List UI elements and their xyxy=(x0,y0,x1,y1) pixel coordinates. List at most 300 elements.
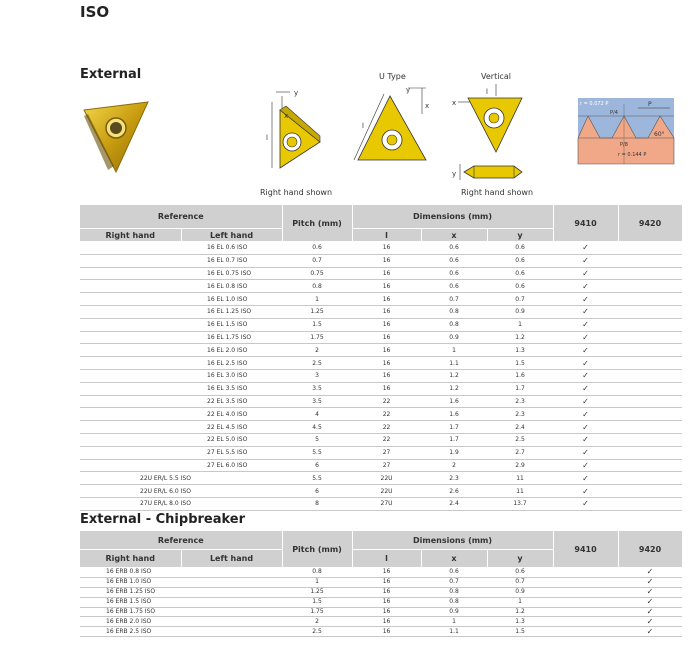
right-hand-cell xyxy=(80,459,181,472)
section-title-external: External xyxy=(80,67,142,82)
profile-p8-label: P/8 xyxy=(620,142,628,148)
cb-header-pitch: Pitch (mm) xyxy=(282,531,352,568)
y-cell: 2.4 xyxy=(487,421,553,434)
y-cell: 2.9 xyxy=(487,459,553,472)
left-hand-cell xyxy=(181,627,282,637)
pitch-cell: 3.5 xyxy=(282,395,352,408)
x-cell: 0.6 xyxy=(421,242,487,255)
l-cell: 16 xyxy=(352,369,421,382)
pitch-cell: 5 xyxy=(282,433,352,446)
left-hand-cell: 22 EL 3.5 ISO xyxy=(181,395,282,408)
left-hand-cell xyxy=(181,617,282,627)
right-hand-cell xyxy=(80,254,181,267)
table-row xyxy=(80,305,682,318)
section-title-chipbreaker: External - Chipbreaker xyxy=(80,512,246,527)
x-cell: 1 xyxy=(421,344,487,357)
grade-9410-check: ✓ xyxy=(553,305,618,318)
l-cell: 16 xyxy=(352,280,421,293)
insert-drawing-right-hand xyxy=(262,88,334,180)
page-title: ISO xyxy=(80,3,110,21)
left-hand-cell: 27 EL 5.5 ISO xyxy=(181,446,282,459)
x-cell: 2.4 xyxy=(421,497,487,510)
table-row xyxy=(80,382,682,395)
grade-9420-check xyxy=(618,459,682,472)
grade-9420-check xyxy=(618,497,682,510)
l-cell: 16 xyxy=(352,254,421,267)
right-hand-cell xyxy=(80,318,181,331)
l-cell: 16 xyxy=(352,607,421,617)
vertical-caption: Vertical xyxy=(481,72,511,81)
left-hand-cell: 16 EL 3.0 ISO xyxy=(181,369,282,382)
y-cell: 0.9 xyxy=(487,587,553,597)
l-cell: 16 xyxy=(352,305,421,318)
grade-9410-check xyxy=(553,568,618,578)
y-cell: 1.5 xyxy=(487,357,553,370)
grade-9410-check: ✓ xyxy=(553,446,618,459)
table-row xyxy=(80,577,682,587)
grade-9420-check xyxy=(618,331,682,344)
x-cell: 0.8 xyxy=(421,587,487,597)
x-cell: 1.6 xyxy=(421,395,487,408)
left-hand-cell: 22 EL 4.5 ISO xyxy=(181,421,282,434)
pitch-cell: 8 xyxy=(282,497,352,510)
y-cell: 1.6 xyxy=(487,369,553,382)
table-row xyxy=(80,459,682,472)
grade-9410-check: ✓ xyxy=(553,344,618,357)
u-type-caption: U Type xyxy=(379,72,406,81)
profile-angle-label: 60° xyxy=(654,131,665,138)
cb-header-y: y xyxy=(487,550,553,568)
grade-9420-check xyxy=(618,395,682,408)
insert-drawing-u-type xyxy=(350,80,434,170)
cb-header-x: x xyxy=(421,550,487,568)
cb-header-left-hand: Left hand xyxy=(181,550,282,568)
grade-9410-check: ✓ xyxy=(553,497,618,510)
left-hand-cell: 16 EL 3.5 ISO xyxy=(181,382,282,395)
x-cell: 1.2 xyxy=(421,369,487,382)
grade-9420-check: ✓ xyxy=(618,597,682,607)
grade-9420-check xyxy=(618,382,682,395)
y-cell: 11 xyxy=(487,472,553,485)
table-row xyxy=(80,280,682,293)
x-cell: 0.7 xyxy=(421,577,487,587)
dim-x-label: x xyxy=(284,112,289,120)
left-hand-cell xyxy=(181,607,282,617)
right-hand-cell xyxy=(80,331,181,344)
table-row xyxy=(80,318,682,331)
insert-photo xyxy=(78,96,158,176)
profile-r2-label: r = 0.144 P xyxy=(618,152,647,158)
grade-9420-check xyxy=(618,357,682,370)
x-cell: 0.6 xyxy=(421,267,487,280)
grade-9420-check: ✓ xyxy=(618,577,682,587)
left-hand-cell xyxy=(181,568,282,578)
right-hand-cell: 16 ERB 1.75 ISO xyxy=(80,607,181,617)
header-dimensions: Dimensions (mm) xyxy=(352,205,553,229)
l-cell: 22 xyxy=(352,395,421,408)
right-hand-cell: 16 ERB 1.25 ISO xyxy=(80,587,181,597)
right-hand-cell: 22U ER/L 6.0 ISO xyxy=(80,485,181,498)
pitch-cell: 1.5 xyxy=(282,318,352,331)
right-hand-shown-caption-2: Right hand shown xyxy=(461,188,534,197)
pitch-cell: 2 xyxy=(282,344,352,357)
y-cell: 0.7 xyxy=(487,577,553,587)
cb-header-reference: Reference xyxy=(80,531,282,550)
grade-9420-check xyxy=(618,433,682,446)
right-hand-cell xyxy=(80,267,181,280)
l-cell: 16 xyxy=(352,587,421,597)
table-row xyxy=(80,293,682,306)
left-hand-cell: 16 EL 0.7 ISO xyxy=(181,254,282,267)
grade-9410-check: ✓ xyxy=(553,408,618,421)
y-cell: 2.3 xyxy=(487,408,553,421)
table-row xyxy=(80,472,682,485)
l-cell: 16 xyxy=(352,267,421,280)
l-cell: 16 xyxy=(352,617,421,627)
pitch-cell: 0.8 xyxy=(282,280,352,293)
x-cell: 1.7 xyxy=(421,433,487,446)
table-row xyxy=(80,446,682,459)
y-cell: 1.7 xyxy=(487,382,553,395)
y-cell: 2.7 xyxy=(487,446,553,459)
grade-9410-check: ✓ xyxy=(553,318,618,331)
pitch-cell: 0.7 xyxy=(282,254,352,267)
grade-9420-check: ✓ xyxy=(618,617,682,627)
grade-9420-check xyxy=(618,485,682,498)
grade-9410-check: ✓ xyxy=(553,395,618,408)
pitch-cell: 1.5 xyxy=(282,597,352,607)
cb-header-right-hand: Right hand xyxy=(80,550,181,568)
left-hand-cell xyxy=(181,472,282,485)
thread-profile-diagram xyxy=(578,98,674,164)
x-cell: 1.1 xyxy=(421,357,487,370)
y-cell: 1.3 xyxy=(487,617,553,627)
l-cell: 16 xyxy=(352,577,421,587)
grade-9410-check: ✓ xyxy=(553,433,618,446)
pitch-cell: 2.5 xyxy=(282,627,352,637)
table-row xyxy=(80,617,682,627)
profile-p4-label: P/4 xyxy=(610,110,618,116)
l-cell: 16 xyxy=(352,597,421,607)
x-cell: 0.6 xyxy=(421,280,487,293)
dim-y-label-v: y xyxy=(452,170,457,178)
table-row xyxy=(80,627,682,637)
x-cell: 0.9 xyxy=(421,331,487,344)
pitch-cell: 1 xyxy=(282,293,352,306)
table-row xyxy=(80,369,682,382)
grade-9410-check: ✓ xyxy=(553,421,618,434)
grade-9420-check xyxy=(618,254,682,267)
l-cell: 22 xyxy=(352,408,421,421)
l-cell: 16 xyxy=(352,382,421,395)
grade-9410-check xyxy=(553,597,618,607)
right-hand-cell: 27U ER/L 8.0 ISO xyxy=(80,497,181,510)
l-cell: 16 xyxy=(352,627,421,637)
x-cell: 0.8 xyxy=(421,305,487,318)
right-hand-cell xyxy=(80,242,181,255)
pitch-cell: 6 xyxy=(282,485,352,498)
grade-9420-check xyxy=(618,267,682,280)
y-cell: 0.6 xyxy=(487,568,553,578)
pitch-cell: 1.75 xyxy=(282,331,352,344)
right-hand-cell: 16 ERB 1.0 ISO xyxy=(80,577,181,587)
cb-header-grade-9410: 9410 xyxy=(553,531,618,568)
x-cell: 1.7 xyxy=(421,421,487,434)
grade-9410-check xyxy=(553,587,618,597)
cb-header-dimensions: Dimensions (mm) xyxy=(352,531,553,550)
grade-9410-check: ✓ xyxy=(553,472,618,485)
left-hand-cell: 16 EL 0.8 ISO xyxy=(181,280,282,293)
grade-9420-check xyxy=(618,344,682,357)
pitch-cell: 1.75 xyxy=(282,607,352,617)
y-cell: 0.6 xyxy=(487,242,553,255)
x-cell: 2 xyxy=(421,459,487,472)
y-cell: 1 xyxy=(487,318,553,331)
chipbreaker-table xyxy=(80,531,683,637)
dim-y-label: y xyxy=(294,89,299,97)
grade-9410-check: ✓ xyxy=(553,382,618,395)
left-hand-cell: 16 EL 1.0 ISO xyxy=(181,293,282,306)
left-hand-cell xyxy=(181,597,282,607)
right-hand-cell: 22U ER/L 5.5 ISO xyxy=(80,472,181,485)
header-pitch: Pitch (mm) xyxy=(282,205,352,242)
pitch-cell: 5.5 xyxy=(282,446,352,459)
left-hand-cell xyxy=(181,587,282,597)
right-hand-cell xyxy=(80,446,181,459)
grade-9420-check xyxy=(618,446,682,459)
x-cell: 1.9 xyxy=(421,446,487,459)
right-hand-shown-caption-1: Right hand shown xyxy=(260,188,333,197)
grade-9420-check: ✓ xyxy=(618,607,682,617)
pitch-cell: 2 xyxy=(282,617,352,627)
left-hand-cell: 16 EL 0.6 ISO xyxy=(181,242,282,255)
grade-9420-check xyxy=(618,293,682,306)
insert-drawing-vertical xyxy=(450,82,534,186)
grade-9410-check: ✓ xyxy=(553,331,618,344)
grade-9420-check xyxy=(618,369,682,382)
x-cell: 0.9 xyxy=(421,607,487,617)
x-cell: 0.6 xyxy=(421,254,487,267)
table-row xyxy=(80,267,682,280)
grade-9420-check: ✓ xyxy=(618,568,682,578)
grade-9420-check xyxy=(618,305,682,318)
x-cell: 0.8 xyxy=(421,597,487,607)
header-right-hand: Right hand xyxy=(80,229,181,242)
dim-x-label-v: x xyxy=(452,99,457,107)
pitch-cell: 4 xyxy=(282,408,352,421)
table-row xyxy=(80,433,682,446)
table-row xyxy=(80,568,682,578)
dim-y-label-u: y xyxy=(406,86,411,94)
y-cell: 1.5 xyxy=(487,627,553,637)
l-cell: 27 xyxy=(352,446,421,459)
grade-9410-check: ✓ xyxy=(553,369,618,382)
pitch-cell: 0.6 xyxy=(282,242,352,255)
y-cell: 0.9 xyxy=(487,305,553,318)
pitch-cell: 0.75 xyxy=(282,267,352,280)
right-hand-cell: 16 ERB 2.0 ISO xyxy=(80,617,181,627)
y-cell: 1.2 xyxy=(487,331,553,344)
x-cell: 1.2 xyxy=(421,382,487,395)
pitch-cell: 1.25 xyxy=(282,305,352,318)
table-row xyxy=(80,497,682,510)
right-hand-cell xyxy=(80,293,181,306)
l-cell: 22 xyxy=(352,421,421,434)
x-cell: 1.1 xyxy=(421,627,487,637)
grade-9410-check xyxy=(553,607,618,617)
left-hand-cell: 16 EL 0.75 ISO xyxy=(181,267,282,280)
table-row xyxy=(80,344,682,357)
grade-9420-check xyxy=(618,408,682,421)
right-hand-cell xyxy=(80,421,181,434)
pitch-cell: 1 xyxy=(282,577,352,587)
pitch-cell: 1.25 xyxy=(282,587,352,597)
dim-l-label: l xyxy=(266,134,268,142)
left-hand-cell xyxy=(181,577,282,587)
pitch-cell: 5.5 xyxy=(282,472,352,485)
left-hand-cell: 22 EL 4.0 ISO xyxy=(181,408,282,421)
grade-9410-check xyxy=(553,617,618,627)
grade-9410-check: ✓ xyxy=(553,485,618,498)
profile-p-label: P xyxy=(648,101,652,108)
left-hand-cell: 16 EL 2.0 ISO xyxy=(181,344,282,357)
y-cell: 0.6 xyxy=(487,254,553,267)
x-cell: 2.6 xyxy=(421,485,487,498)
left-hand-cell: 16 EL 1.75 ISO xyxy=(181,331,282,344)
external-table xyxy=(80,205,683,511)
grade-9420-check xyxy=(618,280,682,293)
pitch-cell: 6 xyxy=(282,459,352,472)
grade-9410-check xyxy=(553,627,618,637)
pitch-cell: 3 xyxy=(282,369,352,382)
l-cell: 16 xyxy=(352,331,421,344)
profile-r1-label: r = 0.072 P xyxy=(580,101,609,107)
table-row xyxy=(80,408,682,421)
grade-9420-check xyxy=(618,421,682,434)
grade-9410-check: ✓ xyxy=(553,267,618,280)
header-grade-9410: 9410 xyxy=(553,205,618,242)
right-hand-cell xyxy=(80,344,181,357)
y-cell: 1 xyxy=(487,597,553,607)
pitch-cell: 0.8 xyxy=(282,568,352,578)
right-hand-cell xyxy=(80,357,181,370)
grade-9410-check: ✓ xyxy=(553,254,618,267)
right-hand-cell xyxy=(80,369,181,382)
header-grade-9420: 9420 xyxy=(618,205,682,242)
right-hand-cell xyxy=(80,382,181,395)
grade-9420-check: ✓ xyxy=(618,587,682,597)
header-l: l xyxy=(352,229,421,242)
grade-9420-check xyxy=(618,318,682,331)
table-row xyxy=(80,331,682,344)
left-hand-cell: 27 EL 6.0 ISO xyxy=(181,459,282,472)
l-cell: 22 xyxy=(352,433,421,446)
l-cell: 16 xyxy=(352,357,421,370)
cb-header-grade-9420: 9420 xyxy=(618,531,682,568)
pitch-cell: 2.5 xyxy=(282,357,352,370)
y-cell: 0.6 xyxy=(487,267,553,280)
y-cell: 11 xyxy=(487,485,553,498)
table-row xyxy=(80,607,682,617)
dim-l-label-u: l xyxy=(362,122,364,130)
x-cell: 1 xyxy=(421,617,487,627)
left-hand-cell xyxy=(181,497,282,510)
dim-l-label-v: l xyxy=(486,88,488,96)
right-hand-cell xyxy=(80,280,181,293)
right-hand-cell: 16 ERB 0.8 ISO xyxy=(80,568,181,578)
header-left-hand: Left hand xyxy=(181,229,282,242)
l-cell: 27 xyxy=(352,459,421,472)
l-cell: 16 xyxy=(352,344,421,357)
left-hand-cell: 22 EL 5.0 ISO xyxy=(181,433,282,446)
x-cell: 0.7 xyxy=(421,293,487,306)
right-hand-cell: 16 ERB 1.5 ISO xyxy=(80,597,181,607)
left-hand-cell: 16 EL 2.5 ISO xyxy=(181,357,282,370)
table-row xyxy=(80,242,682,255)
header-x: x xyxy=(421,229,487,242)
table-row xyxy=(80,421,682,434)
pitch-cell: 4.5 xyxy=(282,421,352,434)
table-row xyxy=(80,254,682,267)
grade-9420-check: ✓ xyxy=(618,627,682,637)
table-row xyxy=(80,357,682,370)
l-cell: 22U xyxy=(352,485,421,498)
y-cell: 0.7 xyxy=(487,293,553,306)
x-cell: 0.8 xyxy=(421,318,487,331)
l-cell: 16 xyxy=(352,293,421,306)
dim-x-label-u: x xyxy=(425,102,430,110)
y-cell: 2.5 xyxy=(487,433,553,446)
grade-9410-check: ✓ xyxy=(553,357,618,370)
cb-header-l: l xyxy=(352,550,421,568)
right-hand-cell: 16 ERB 2.5 ISO xyxy=(80,627,181,637)
table-row xyxy=(80,485,682,498)
left-hand-cell xyxy=(181,485,282,498)
table-row xyxy=(80,395,682,408)
grade-9410-check: ✓ xyxy=(553,280,618,293)
header-y: y xyxy=(487,229,553,242)
left-hand-cell: 16 EL 1.25 ISO xyxy=(181,305,282,318)
l-cell: 27U xyxy=(352,497,421,510)
y-cell: 1.3 xyxy=(487,344,553,357)
header-reference: Reference xyxy=(80,205,282,229)
l-cell: 22U xyxy=(352,472,421,485)
x-cell: 0.6 xyxy=(421,568,487,578)
right-hand-cell xyxy=(80,408,181,421)
x-cell: 1.6 xyxy=(421,408,487,421)
pitch-cell: 3.5 xyxy=(282,382,352,395)
right-hand-cell xyxy=(80,395,181,408)
right-hand-cell xyxy=(80,433,181,446)
table-row xyxy=(80,587,682,597)
grade-9410-check: ✓ xyxy=(553,293,618,306)
grade-9420-check xyxy=(618,242,682,255)
left-hand-cell: 16 EL 1.5 ISO xyxy=(181,318,282,331)
x-cell: 2.3 xyxy=(421,472,487,485)
grade-9410-check: ✓ xyxy=(553,242,618,255)
y-cell: 1.2 xyxy=(487,607,553,617)
l-cell: 16 xyxy=(352,318,421,331)
y-cell: 2.3 xyxy=(487,395,553,408)
table-row xyxy=(80,597,682,607)
y-cell: 13.7 xyxy=(487,497,553,510)
grade-9420-check xyxy=(618,472,682,485)
grade-9410-check xyxy=(553,577,618,587)
grade-9410-check: ✓ xyxy=(553,459,618,472)
l-cell: 16 xyxy=(352,568,421,578)
l-cell: 16 xyxy=(352,242,421,255)
right-hand-cell xyxy=(80,305,181,318)
